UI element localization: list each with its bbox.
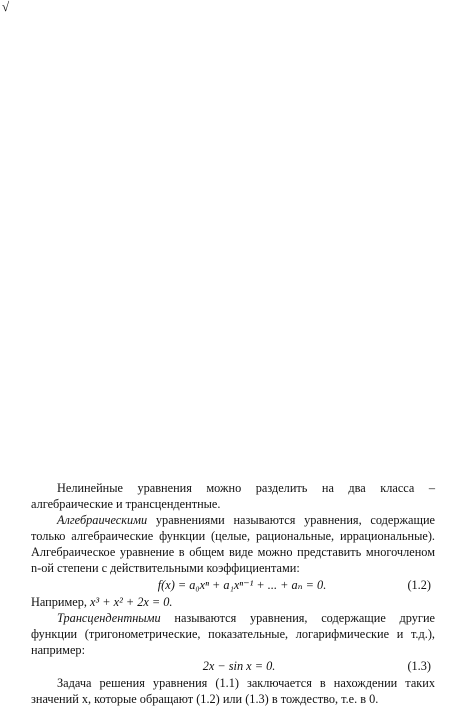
- corner-mark: √: [2, 0, 10, 14]
- algebraic-paragraph: [31, 512, 435, 576]
- example-line: [31, 594, 435, 610]
- equation-1-3-formula: 2x − sin x = 0.: [202, 658, 276, 673]
- equation-1-3-number: (1.3): [407, 658, 431, 673]
- task-paragraph: Задача решения уравнения (1.1) заключается в нахождении таких значений x, которые обращают (1.2) или (1.3) в тождество, т.е. в 0.: [31, 675, 435, 707]
- document-body: [31, 480, 435, 707]
- transcendental-definition: называются уравнения, содержащие другие функции (тригонометрические, показательные, логарифмические и т.д.), например:: [31, 610, 435, 657]
- equation-1-3: [31, 658, 435, 675]
- intro-paragraph: Нелинейные уравнения можно разделить на два класса – алгебраические и трансцендентные.: [31, 481, 435, 512]
- algebraic-term: Алгебраическими: [57, 513, 148, 528]
- transcendental-term: Трансцендентными: [57, 610, 161, 625]
- equation-1-2: [31, 577, 435, 594]
- equation-1-2-number: (1.2): [407, 577, 431, 592]
- example-prefix: Например,: [31, 594, 91, 609]
- equation-1-2-formula: f(x) = a₀xⁿ + a₁xⁿ⁻¹ + ... + aₙ = 0.: [157, 577, 327, 592]
- example-formula: x³ + x² + 2x = 0.: [90, 594, 173, 609]
- algebraic-definition: уравнениями называются уравнения, содержащие только алгебраические функции (целые, рациональные, иррациональные). Алгебраическое уравнение в общем виде можно представить многочленом n-ой степени с действительными коэффициентами:: [31, 513, 435, 576]
- transcendental-paragraph: [31, 610, 435, 658]
